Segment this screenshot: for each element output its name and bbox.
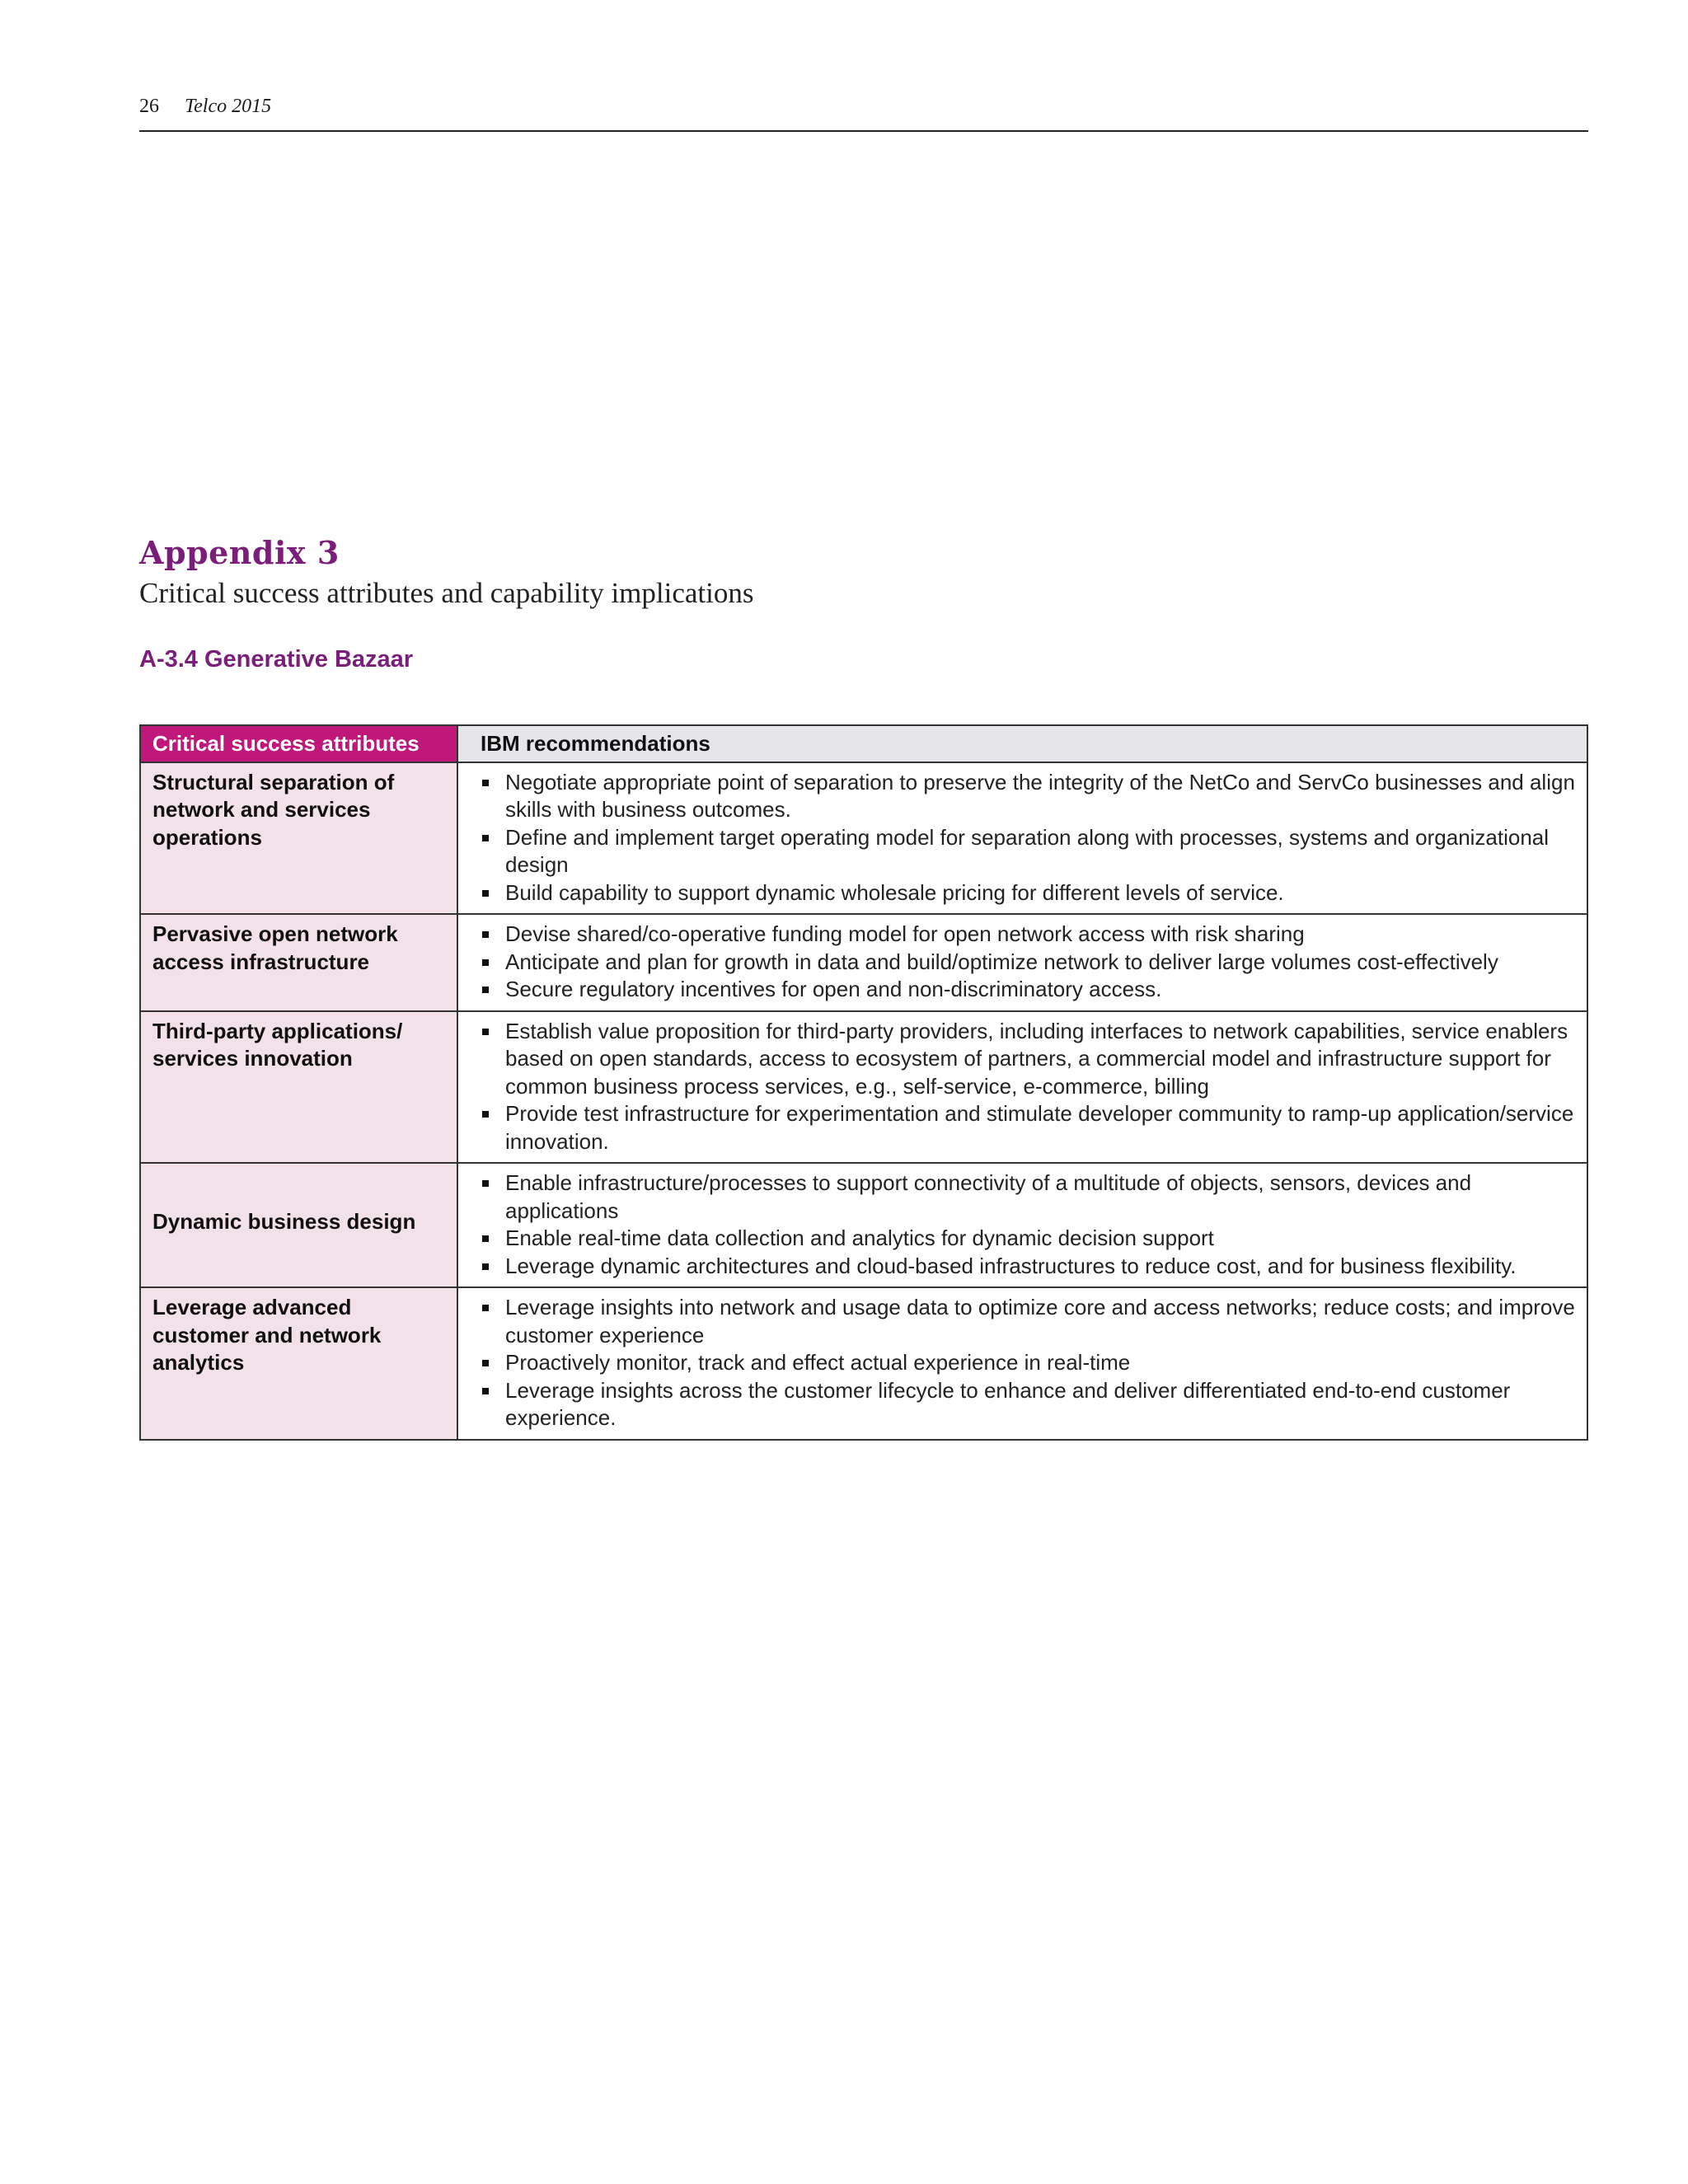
square-bullet-icon: [482, 1111, 489, 1118]
square-bullet-icon: [482, 1235, 489, 1242]
appendix-title: Appendix 3: [139, 534, 340, 571]
square-bullet-icon: [482, 1029, 489, 1035]
square-bullet-icon: [482, 1388, 489, 1394]
table-row: [140, 1011, 1587, 1164]
column-header-attributes: Critical success attributes: [140, 725, 457, 762]
attribute-cell: Structural separation of network and services operations: [140, 762, 457, 915]
recommendation-text: Leverage insights into network and usage data to optimize core and access networks; reduce costs; and improve customer experience: [505, 1295, 1575, 1347]
square-bullet-icon: [482, 987, 489, 993]
recommendations-cell: [457, 1011, 1587, 1164]
list-item: [481, 976, 1577, 1004]
recommendation-list: [481, 1294, 1577, 1432]
square-bullet-icon: [482, 780, 489, 786]
attribute-cell: Leverage advanced customer and network analytics: [140, 1287, 457, 1440]
attribute-cell: Dynamic business design: [140, 1163, 457, 1287]
recommendation-text: Define and implement target operating model for separation along with processes, systems and organizational design: [505, 824, 1550, 877]
square-bullet-icon: [482, 959, 489, 966]
square-bullet-icon: [482, 1305, 489, 1311]
list-item: [481, 1225, 1577, 1253]
recommendations-cell: [457, 1287, 1587, 1440]
column-header-recommendations: IBM recommendations: [457, 725, 1587, 762]
recommendation-text: Enable real-time data collection and analytics for dynamic decision support: [505, 1226, 1214, 1250]
publication-title: Telco 2015: [185, 96, 272, 117]
list-item: [481, 1018, 1577, 1101]
list-item: [481, 879, 1577, 907]
square-bullet-icon: [482, 890, 489, 897]
recommendation-text: Leverage dynamic architectures and cloud-based infrastructures to reduce cost, and for business flexibility.: [505, 1253, 1517, 1278]
recommendation-list: [481, 1018, 1577, 1156]
section-heading: A-3.4 Generative Bazaar: [139, 646, 414, 673]
recommendation-text: Devise shared/co-operative funding model for open network access with risk sharing: [505, 921, 1305, 946]
recommendation-list: [481, 1169, 1577, 1280]
recommendations-cell: [457, 914, 1587, 1011]
recommendations-cell: [457, 762, 1587, 915]
square-bullet-icon: [482, 931, 489, 938]
table-row: [140, 1163, 1587, 1287]
page-number: 26: [139, 96, 159, 117]
recommendation-text: Anticipate and plan for growth in data and build/optimize network to deliver large volumes cost-effectively: [505, 949, 1498, 974]
attributes-table: [139, 724, 1588, 1441]
square-bullet-icon: [482, 1263, 489, 1270]
recommendation-text: Leverage insights across the customer lifecycle to enhance and deliver differentiated end-to-end customer experience.: [505, 1377, 1511, 1430]
table-row: [140, 1287, 1587, 1440]
list-item: [481, 949, 1577, 977]
list-item: [481, 1100, 1577, 1155]
list-item: [481, 1349, 1577, 1377]
recommendation-text: Negotiate appropriate point of separation to preserve the integrity of the NetCo and ServCo businesses and align skills with business outcomes.: [505, 769, 1575, 822]
recommendation-list: [481, 769, 1577, 907]
list-item: [481, 769, 1577, 824]
square-bullet-icon: [482, 835, 489, 841]
list-item: [481, 1169, 1577, 1225]
square-bullet-icon: [482, 1360, 489, 1366]
list-item: [481, 921, 1577, 949]
recommendation-text: Establish value proposition for third-party providers, including interfaces to network capabilities, service enablers based on open standards, access to ecosystem of partners, a commercial model and infrastructure support for common business process services, e.g., self-service, e-commerce, billing: [505, 1018, 1568, 1099]
list-item: [481, 1294, 1577, 1349]
square-bullet-icon: [482, 1180, 489, 1187]
recommendation-text: Secure regulatory incentives for open and non-discriminatory access.: [505, 977, 1162, 1001]
recommendations-cell: [457, 1163, 1587, 1287]
list-item: [481, 1377, 1577, 1432]
table-row: [140, 762, 1587, 915]
attribute-cell: Pervasive open network access infrastructure: [140, 914, 457, 1011]
page-header: [139, 92, 1588, 132]
table-header-row: [140, 725, 1587, 762]
recommendation-text: Build capability to support dynamic wholesale pricing for different levels of service.: [505, 879, 1284, 905]
list-item: [481, 1253, 1577, 1281]
appendix-subtitle: Critical success attributes and capability implications: [139, 577, 754, 609]
list-item: [481, 824, 1577, 879]
recommendation-text: Proactively monitor, track and effect actual experience in real-time: [505, 1350, 1131, 1375]
table-row: [140, 914, 1587, 1011]
attribute-cell: Third-party applications/ services innovation: [140, 1011, 457, 1164]
recommendation-text: Provide test infrastructure for experimentation and stimulate developer community to ramp-up application/service innovation.: [505, 1101, 1574, 1154]
recommendation-text: Enable infrastructure/processes to support connectivity of a multitude of objects, sensors, devices and applications: [505, 1170, 1472, 1223]
recommendation-list: [481, 921, 1577, 1004]
